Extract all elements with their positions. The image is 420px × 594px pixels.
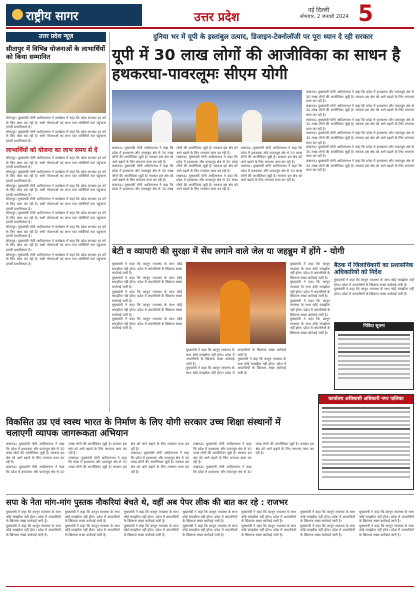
sidebar-item-body: मुख्यमंत्री ने कहा कि कानून व्यवस्था के साथ कोई समझौता नहीं होगा। प्रदेश में अपराधियों के खिलाफ सख्त कार्रवाई जारी है। <box>334 278 414 287</box>
tender-notice-ad <box>334 322 414 390</box>
lead-body-para: लखनऊ। मुख्यमंत्री योगी आदित्यनाथ ने कहा कि प्रदेश में हथकरघा और पावरलूम क्षेत्र से 30 लाख लोगों की आजीविका जुड़ी है। सरकार इस क्षेत्र को आगे बढ़ाने के लिए लगातार काम कर रही है। <box>306 117 414 131</box>
third-body-para: लखनऊ। मुख्यमंत्री योगी आदित्यनाथ ने कहा कि प्रदेश में हथकरघा और पावरलूम क्षेत्र से 30 लाख लोगों की आजीविका जुड़ी है। सरकार इस क्षेत्र को आगे बढ़ाने के लिए लगातार काम कर रही है। <box>130 451 190 474</box>
second-body-para: मुख्यमंत्री ने कहा कि कानून व्यवस्था के साथ कोई समझौता नहीं होगा। प्रदेश में अपराधियों के खिलाफ सख्त कार्रवाई जारी है। <box>112 262 182 276</box>
lead-body-para: लखनऊ। मुख्यमंत्री योगी आदित्यनाथ ने कहा कि प्रदेश में हथकरघा और पावरलूम क्षेत्र से 30 लाख लोगों की आजीविका जुड़ी है। सरकार इस क्षेत्र को आगे बढ़ाने के लिए लगातार काम कर रही है। <box>306 158 414 173</box>
lead-body-para: लखनऊ। मुख्यमंत्री योगी आदित्यनाथ ने कहा कि प्रदेश में हथकरघा और पावरलूम क्षेत्र से 30 लाख लोगों की आजीविका जुड़ी है। सरकार इस क्षेत्र को आगे बढ़ाने के लिए लगातार काम कर रही है। <box>176 155 238 173</box>
second-body-para: मुख्यमंत्री ने कहा कि कानून व्यवस्था के साथ कोई समझौता नहीं होगा। प्रदेश में अपराधियों के खिलाफ सख्त कार्रवाई जारी है। <box>112 303 182 317</box>
bottom-body-para: मुख्यमंत्री ने कहा कि कानून व्यवस्था के साथ कोई समझौता नहीं होगा। प्रदेश में अपराधियों के खिलाफ सख्त कार्रवाई जारी है। <box>6 523 61 537</box>
bottom-body-para: मुख्यमंत्री ने कहा कि कानून व्यवस्था के साथ कोई समझौता नहीं होगा। प्रदेश में अपराधियों के खिलाफ सख्त कार्रवाई जारी है। <box>241 510 297 524</box>
third-body <box>6 442 314 492</box>
photo-figure <box>196 102 218 142</box>
page-number: 5 <box>358 2 374 27</box>
bottom-body-para: मुख्यमंत्री ने कहा कि कानून व्यवस्था के साथ कोई समझौता नहीं होगा। प्रदेश में अपराधियों के खिलाफ सख्त कार्रवाई जारी है। <box>300 510 356 524</box>
paper-name: राष्ट्रीय सागर <box>26 9 79 23</box>
third-body-para: लखनऊ। मुख्यमंत्री योगी आदित्यनाथ ने कहा कि प्रदेश में हथकरघा और पावरलूम क्षेत्र से 30 लाख लोगों की आजीविका जुड़ी है। सरकार इस क्षेत्र को आगे बढ़ाने के लिए लगातार काम कर रही है। <box>6 442 65 465</box>
column-body-9: सीतापुर। मुख्यमंत्री योगी आदित्यनाथ ने कार्यक्रम में कहा कि प्रदेश सरकार हर वर्ग के लिए काम कर रही है। सभी योजनाओं का लाभ पात्र व्यक्तियों तक पहुंचाना हमारी प्राथमिकता है। <box>6 238 106 252</box>
second-headline: बेटी व व्यापारी की सुरक्षा में सेंध लगाने वाले जेल या जहन्नुम में होंगे - योगी <box>112 244 414 258</box>
second-body-left <box>112 262 182 412</box>
photo-figure <box>152 110 172 142</box>
lead-body-para: लखनऊ। मुख्यमंत्री योगी आदित्यनाथ ने कहा कि प्रदेश में हथकरघा और पावरलूम क्षेत्र से 30 लाख लोगों की आजीविका जुड़ी है। सरकार इस क्षेत्र को आगे बढ़ाने के लिए लगातार काम कर रही है। <box>240 146 302 164</box>
masthead-band <box>6 4 142 26</box>
column-body-4: सीतापुर। मुख्यमंत्री योगी आदित्यनाथ ने कार्यक्रम में कहा कि प्रदेश सरकार हर वर्ग के लिए काम कर रही है। सभी योजनाओं का लाभ पात्र व्यक्तियों तक पहुंचाना हमारी प्राथमिकता है। <box>6 169 106 184</box>
sidebar-item-body: मुख्यमंत्री ने कहा कि कानून व्यवस्था के साथ कोई समझौता नहीं होगा। प्रदेश में अपराधियों के खिलाफ सख्त कार्रवाई जारी है। <box>334 287 414 296</box>
lead-body-para: लखनऊ। मुख्यमंत्री योगी आदित्यनाथ ने कहा कि प्रदेश में हथकरघा और पावरलूम क्षेत्र से 30 लाख लोगों की आजीविका जुड़ी है। सरकार इस क्षेत्र को आगे बढ़ाने के लिए लगातार काम कर रही है। <box>112 146 174 164</box>
third-body-para: लखनऊ। मुख्यमंत्री योगी आदित्यनाथ ने कहा कि प्रदेश में हथकरघा और पावरलूम क्षेत्र से 30 लाख लोगों की आजीविका जुड़ी है। सरकार इस क्षेत्र को आगे बढ़ाने के लिए लगातार काम कर रही है। <box>193 442 314 474</box>
lead-body-para: लखनऊ। मुख्यमंत्री योगी आदित्यनाथ ने कहा कि प्रदेश में हथकरघा और पावरलूम क्षेत्र से 30 लाख लोगों की आजीविका जुड़ी है। सरकार इस क्षेत्र को आगे बढ़ाने के लिए लगातार काम कर रही है। <box>306 131 414 145</box>
second-body-under-photo <box>186 348 286 412</box>
second-body-para: मुख्यमंत्री ने कहा कि कानून व्यवस्था के साथ कोई समझौता नहीं होगा। प्रदेश में अपराधियों के खिलाफ सख्त कार्रवाई जारी है। <box>112 289 182 303</box>
column-story-title: सीतापुर में विभिन्न योजनाओं के लाभार्थियों को किया सम्मानित <box>6 45 106 61</box>
column-body-2: सीतापुर। मुख्यमंत्री योगी आदित्यनाथ ने कार्यक्रम में कहा कि प्रदेश सरकार हर वर्ग के लिए काम कर रही है। सभी योजनाओं का लाभ पात्र व्यक्तियों तक पहुंचाना हमारी प्राथमिकता है। <box>6 129 106 143</box>
lead-body-para: लखनऊ। मुख्यमंत्री योगी आदित्यनाथ ने कहा कि प्रदेश में हथकरघा और पावरलूम क्षेत्र से 30 लाख लोगों की आजीविका जुड़ी है। सरकार इस क्षेत्र को आगे बढ़ाने के लिए लगातार काम कर रही है। <box>306 103 414 117</box>
sidebar-item <box>334 262 414 320</box>
bottom-body-para: मुख्यमंत्री ने कहा कि कानून व्यवस्था के साथ कोई समझौता नहीं होगा। प्रदेश में अपराधियों के खिलाफ सख्त कार्रवाई जारी है। <box>182 510 238 524</box>
emblem-icon <box>12 9 23 20</box>
second-photo <box>186 262 286 344</box>
sidebar-item-title: बैठक में जिलाधिकारी का प्रशासनिक अधिकारियों को निर्देश <box>334 262 414 276</box>
lead-body-para: लखनऊ। मुख्यमंत्री योगी आदित्यनाथ ने कहा कि प्रदेश में हथकरघा और पावरलूम क्षेत्र से 30 लाख लोगों की आजीविका जुड़ी है। सरकार इस क्षेत्र को आगे बढ़ाने के लिए लगातार काम कर रही है। <box>306 90 414 104</box>
column-body-3: सीतापुर। मुख्यमंत्री योगी आदित्यनाथ ने कार्यक्रम में कहा कि प्रदेश सरकार हर वर्ग के लिए काम कर रही है। सभी योजनाओं का लाभ पात्र व्यक्तियों तक पहुंचाना हमारी प्राथमिकता है। <box>6 156 106 170</box>
lead-body-para: लखनऊ। मुख्यमंत्री योगी आदित्यनाथ ने कहा कि प्रदेश में हथकरघा और पावरलूम क्षेत्र से 30 लाख लोगों की आजीविका जुड़ी है। सरकार इस क्षेत्र को आगे बढ़ाने के लिए लगातार काम कर रही है। <box>240 164 302 183</box>
edition-city: नई दिल्ली <box>308 7 330 14</box>
second-body-para: मुख्यमंत्री ने कहा कि कानून व्यवस्था के साथ कोई समझौता नहीं होगा। प्रदेश में अपराधियों के खिलाफ सख्त कार्रवाई जारी है। <box>290 262 330 280</box>
bottom-body <box>6 510 414 584</box>
lead-headline: यूपी में 30 लाख लोगों की आजीविका का साधन है हथकरघा-पावरलूमः सीएम योगी <box>112 46 401 83</box>
municipal-notice-ad <box>318 394 414 490</box>
bottom-body-para: मुख्यमंत्री ने कहा कि कानून व्यवस्था के साथ कोई समझौता नहीं होगा। प्रदेश में अपराधियों के खिलाफ सख्त कार्रवाई जारी है। <box>300 523 356 537</box>
ad-text-lines <box>319 404 413 483</box>
lead-kicker: दुनिया भर में यूपी के इस्तांबुल उत्पाद, डिजाइन-टेक्नोलॉजी पर पूरा ध्यान दे रही सरकार <box>153 33 373 41</box>
second-body-para: मुख्यमंत्री ने कहा कि कानून व्यवस्था के साथ कोई समझौता नहीं होगा। प्रदेश में अपराधियों के खिलाफ सख्त कार्रवाई जारी है। <box>290 280 330 299</box>
column-body-8: सीतापुर। मुख्यमंत्री योगी आदित्यनाथ ने कार्यक्रम में कहा कि प्रदेश सरकार हर वर्ग के लिए काम कर रही है। सभी योजनाओं का लाभ पात्र व्यक्तियों तक पहुंचाना हमारी प्राथमिकता है। <box>6 224 106 239</box>
ad-title: कार्यालय अधिशासी अधिकारी नगर पालिका <box>319 395 413 404</box>
ad-text-lines <box>335 331 413 384</box>
photo-figure <box>242 110 262 142</box>
lead-body-right <box>306 90 414 240</box>
masthead-rule <box>6 27 414 29</box>
lead-body-para: लखनऊ। मुख्यमंत्री योगी आदित्यनाथ ने कहा कि प्रदेश में हथकरघा और पावरलूम क्षेत्र से 30 लाख लोगों की आजीविका जुड़ी है। सरकार इस क्षेत्र को आगे बढ़ाने के लिए लगातार काम कर रही है। <box>176 173 238 192</box>
bottom-body-para: मुख्यमंत्री ने कहा कि कानून व्यवस्था के साथ कोई समझौता नहीं होगा। प्रदेश में अपराधियों के खिलाफ सख्त कार्रवाई जारी है। <box>241 523 297 537</box>
footer-rule <box>6 586 414 587</box>
second-body-para: मुख्यमंत्री ने कहा कि कानून व्यवस्था के साथ कोई समझौता नहीं होगा। प्रदेश में अपराधियों के खिलाफ सख्त कार्रवाई जारी है। <box>290 298 330 317</box>
third-body-para: लखनऊ। मुख्यमंत्री योगी आदित्यनाथ ने कहा कि प्रदेश में हथकरघा और पावरलूम क्षेत्र से 30 लाख लोगों की आजीविका जुड़ी है। सरकार इस क्षेत्र को आगे बढ़ाने के लिए लगातार काम कर रही है। <box>193 442 252 465</box>
bottom-body-para: मुख्यमंत्री ने कहा कि कानून व्यवस्था के साथ कोई समझौता नहीं होगा। प्रदेश में अपराधियों के खिलाफ सख्त कार्रवाई जारी है। <box>359 523 414 537</box>
photo-figure <box>220 280 250 344</box>
third-body-para: लखनऊ। मुख्यमंत्री योगी आदित्यनाथ ने कहा कि प्रदेश में हथकरघा और पावरलूम क्षेत्र से 30 लाख लोगों की आजीविका जुड़ी है। सरकार इस क्षेत्र को आगे बढ़ाने के लिए लगातार काम कर रही है। <box>68 442 190 469</box>
column-body-10: सीतापुर। मुख्यमंत्री योगी आदित्यनाथ ने कार्यक्रम में कहा कि प्रदेश सरकार हर वर्ग के लिए काम कर रही है। सभी योजनाओं का लाभ पात्र व्यक्तियों तक पहुंचाना हमारी प्राथमिकता है। <box>6 252 106 266</box>
column-subtitle: लाभार्थियों को योजना का लाभ समय से दें <box>6 146 98 154</box>
bottom-body-para: मुख्यमंत्री ने कहा कि कानून व्यवस्था के साथ कोई समझौता नहीं होगा। प्रदेश में अपराधियों के खिलाफ सख्त कार्रवाई जारी है। <box>123 510 179 524</box>
column-body-5: सीतापुर। मुख्यमंत्री योगी आदित्यनाथ ने कार्यक्रम में कहा कि प्रदेश सरकार हर वर्ग के लिए काम कर रही है। सभी योजनाओं का लाभ पात्र व्यक्तियों तक पहुंचाना हमारी प्राथमिकता है। <box>6 183 106 197</box>
masthead <box>6 4 414 30</box>
lead-body-columns <box>112 146 302 242</box>
second-body-para: मुख्यमंत्री ने कहा कि कानून व्यवस्था के साथ कोई समझौता नहीं होगा। प्रदेश में अपराधियों के खिलाफ सख्त कार्रवाई जारी है। <box>290 317 330 335</box>
second-body-para: मुख्यमंत्री ने कहा कि कानून व्यवस्था के साथ कोई समझौता नहीं होगा। प्रदेश में अपराधियों के खिलाफ सख्त कार्रवाई जारी है। <box>237 357 286 375</box>
second-body-para: मुख्यमंत्री ने कहा कि कानून व्यवस्था के साथ कोई समझौता नहीं होगा। प्रदेश में अपराधियों के खिलाफ सख्त कार्रवाई जारी है। <box>186 348 235 366</box>
lead-photo <box>112 90 302 142</box>
column-divider <box>109 32 110 412</box>
bottom-body-para: मुख्यमंत्री ने कहा कि कानून व्यवस्था के साथ कोई समझौता नहीं होगा। प्रदेश में अपराधियों के खिलाफ सख्त कार्रवाई जारी है। <box>359 510 414 524</box>
bottom-headline: सपा के नेता मांग-मांग पुस्तक नौकरियां बेचते थे, वहीं अब पेपर लीक की बात कर रहे : राजभर <box>6 494 414 507</box>
column-header: उत्तर प्रदेश न्यूज़ <box>6 32 106 42</box>
second-body-para: मुख्यमंत्री ने कहा कि कानून व्यवस्था के साथ कोई समझौता नहीं होगा। प्रदेश में अपराधियों के खिलाफ सख्त कार्रवाई जारी है। <box>112 275 182 289</box>
second-body-para: मुख्यमंत्री ने कहा कि कानून व्यवस्था के साथ कोई समझौता नहीं होगा। प्रदेश में अपराधियों के खिलाफ सख्त कार्रवाई जारी है। <box>186 348 286 375</box>
lead-body-para: लखनऊ। मुख्यमंत्री योगी आदित्यनाथ ने कहा कि प्रदेश में हथकरघा और पावरलूम क्षेत्र से 30 लाख लोगों की आजीविका जुड़ी है। सरकार इस क्षेत्र को आगे बढ़ाने के लिए लगातार काम कर रही है। <box>306 145 414 159</box>
lead-body-para: लखनऊ। मुख्यमंत्री योगी आदित्यनाथ ने कहा कि प्रदेश में हथकरघा और पावरलूम क्षेत्र से 30 लाख लोगों की आजीविका जुड़ी है। सरकार इस क्षेत्र को आगे बढ़ाने के लिए लगातार काम कर रही है। <box>112 146 238 192</box>
column-body-7: सीतापुर। मुख्यमंत्री योगी आदित्यनाथ ने कार्यक्रम में कहा कि प्रदेश सरकार हर वर्ग के लिए काम कर रही है। सभी योजनाओं का लाभ पात्र व्यक्तियों तक पहुंचाना हमारी प्राथमिकता है। <box>6 211 106 225</box>
lead-body-para: लखनऊ। मुख्यमंत्री योगी आदित्यनाथ ने कहा कि प्रदेश में हथकरघा और पावरलूम क्षेत्र से 30 लाख लोगों की आजीविका जुड़ी है। सरकार इस क्षेत्र को आगे बढ़ाने के लिए लगातार काम कर रही है। <box>112 164 174 183</box>
third-headline: विकसित उप्र एवं स्वस्थ भारत के निर्माण के लिए योगी सरकार उच्च शिक्षा संस्थानों में चलाएगी व्यापक जागरूकता अभियान <box>6 418 281 439</box>
bottom-body-para: मुख्यमंत्री ने कहा कि कानून व्यवस्था के साथ कोई समझौता नहीं होगा। प्रदेश में अपराधियों के खिलाफ सख्त कार्रवाई जारी है। <box>123 523 179 537</box>
ad-title: निविदा सूचना <box>335 323 413 331</box>
column-body-1: सीतापुर। मुख्यमंत्री योगी आदित्यनाथ ने कार्यक्रम में कहा कि प्रदेश सरकार हर वर्ग के लिए काम कर रही है। सभी योजनाओं का लाभ पात्र व्यक्तियों तक पहुंचाना हमारी प्राथमिकता है। <box>6 116 106 130</box>
column-photo <box>6 63 106 113</box>
edition-date: सोमवार, 2 जनवरी 2024 <box>300 14 349 20</box>
bottom-body-para: मुख्यमंत्री ने कहा कि कानून व्यवस्था के साथ कोई समझौता नहीं होगा। प्रदेश में अपराधियों के खिलाफ सख्त कार्रवाई जारी है। <box>6 510 61 524</box>
bottom-body-para: मुख्यमंत्री ने कहा कि कानून व्यवस्था के साथ कोई समझौता नहीं होगा। प्रदेश में अपराधियों के खिलाफ सख्त कार्रवाई जारी है। <box>64 523 120 537</box>
bottom-body-para: मुख्यमंत्री ने कहा कि कानून व्यवस्था के साथ कोई समझौता नहीं होगा। प्रदेश में अपराधियों के खिलाफ सख्त कार्रवाई जारी है। <box>182 523 238 537</box>
column-body-6: सीतापुर। मुख्यमंत्री योगी आदित्यनाथ ने कार्यक्रम में कहा कि प्रदेश सरकार हर वर्ग के लिए काम कर रही है। सभी योजनाओं का लाभ पात्र व्यक्तियों तक पहुंचाना हमारी प्राथमिकता है। <box>6 197 106 211</box>
third-body-para: लखनऊ। मुख्यमंत्री योगी आदित्यनाथ ने कहा कि प्रदेश में हथकरघा और पावरलूम क्षेत्र से 30 लाख लोगों की आजीविका जुड़ी है। सरकार इस क्षेत्र को आगे बढ़ाने के लिए लगातार काम कर रही है। <box>6 442 127 474</box>
bottom-body-para: मुख्यमंत्री ने कहा कि कानून व्यवस्था के साथ कोई समझौता नहीं होगा। प्रदेश में अपराधियों के खिलाफ सख्त कार्रवाई जारी है। <box>64 510 120 524</box>
section-title: उत्तर प्रदेश <box>194 10 240 24</box>
second-body-para: मुख्यमंत्री ने कहा कि कानून व्यवस्था के साथ कोई समझौता नहीं होगा। प्रदेश में अपराधियों के खिलाफ सख्त कार्रवाई जारी है। <box>112 317 182 331</box>
second-body-right <box>290 262 330 412</box>
